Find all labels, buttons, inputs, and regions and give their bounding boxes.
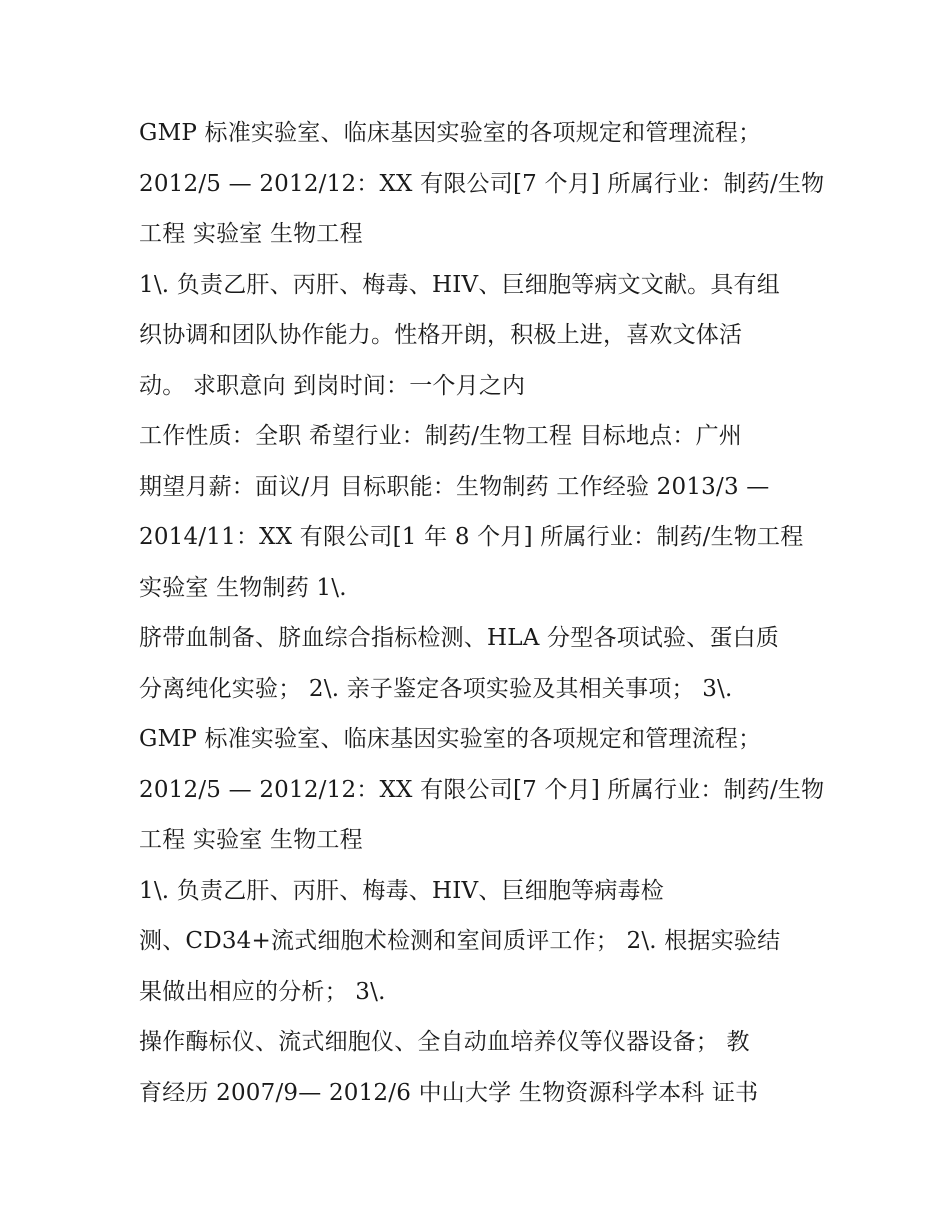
- text-line: 1\. 负责乙肝、丙肝、梅毒、HIV、巨细胞等病毒检: [139, 877, 664, 904]
- text-line: 实验室 生物制药 1\.: [139, 574, 347, 601]
- text-line: 测、CD34+流式细胞术检测和室间质评工作； 2\. 根据实验结: [139, 928, 781, 954]
- text-line: 动。 求职意向 到岗时间：一个月之内: [139, 372, 526, 399]
- text-line: 分离纯化实验； 2\. 亲子鉴定各项实验及其相关事项； 3\.: [139, 675, 733, 702]
- text-line: 1\. 负责乙肝、丙肝、梅毒、HIV、巨细胞等病文文献。具有组: [139, 271, 780, 298]
- text-line: 脐带血制备、脐血综合指标检测、HLA 分型各项试验、蛋白质: [139, 625, 780, 651]
- text-line: 2012/5 — 2012/12：XX 有限公司[7 个月] 所属行业：制药/生物: [139, 776, 825, 803]
- text-line: 工作性质：全职 希望行业：制药/生物工程 目标地点：广州: [139, 423, 742, 449]
- document-body: [139, 108, 829, 1118]
- text-line: GMP 标准实验室、临床基因实验室的各项规定和管理流程；: [139, 726, 762, 752]
- text-line: 工程 实验室 生物工程: [139, 827, 363, 853]
- text-line: 2014/11：XX 有限公司[1 年 8 个月] 所属行业：制药/生物工程: [139, 524, 804, 550]
- text-line: GMP 标准实验室、临床基因实验室的各项规定和管理流程；: [139, 120, 762, 146]
- text-line: 育经历 2007/9— 2012/6 中山大学 生物资源科学本科 证书: [139, 1079, 759, 1106]
- text-line: 工程 实验室 生物工程: [139, 221, 363, 247]
- text-line: 织协调和团队协作能力。性格开朗，积极上进，喜欢文体活: [139, 322, 743, 348]
- text-line: 期望月薪：面议/月 目标职能：生物制药 工作经验 2013/3 —: [139, 473, 770, 500]
- text-line: 2012/5 — 2012/12：XX 有限公司[7 个月] 所属行业：制药/生物: [139, 170, 825, 197]
- text-line: 果做出相应的分析； 3\.: [139, 978, 386, 1005]
- text-line: 操作酶标仪、流式细胞仪、全自动血培养仪等仪器设备； 教: [139, 1029, 750, 1055]
